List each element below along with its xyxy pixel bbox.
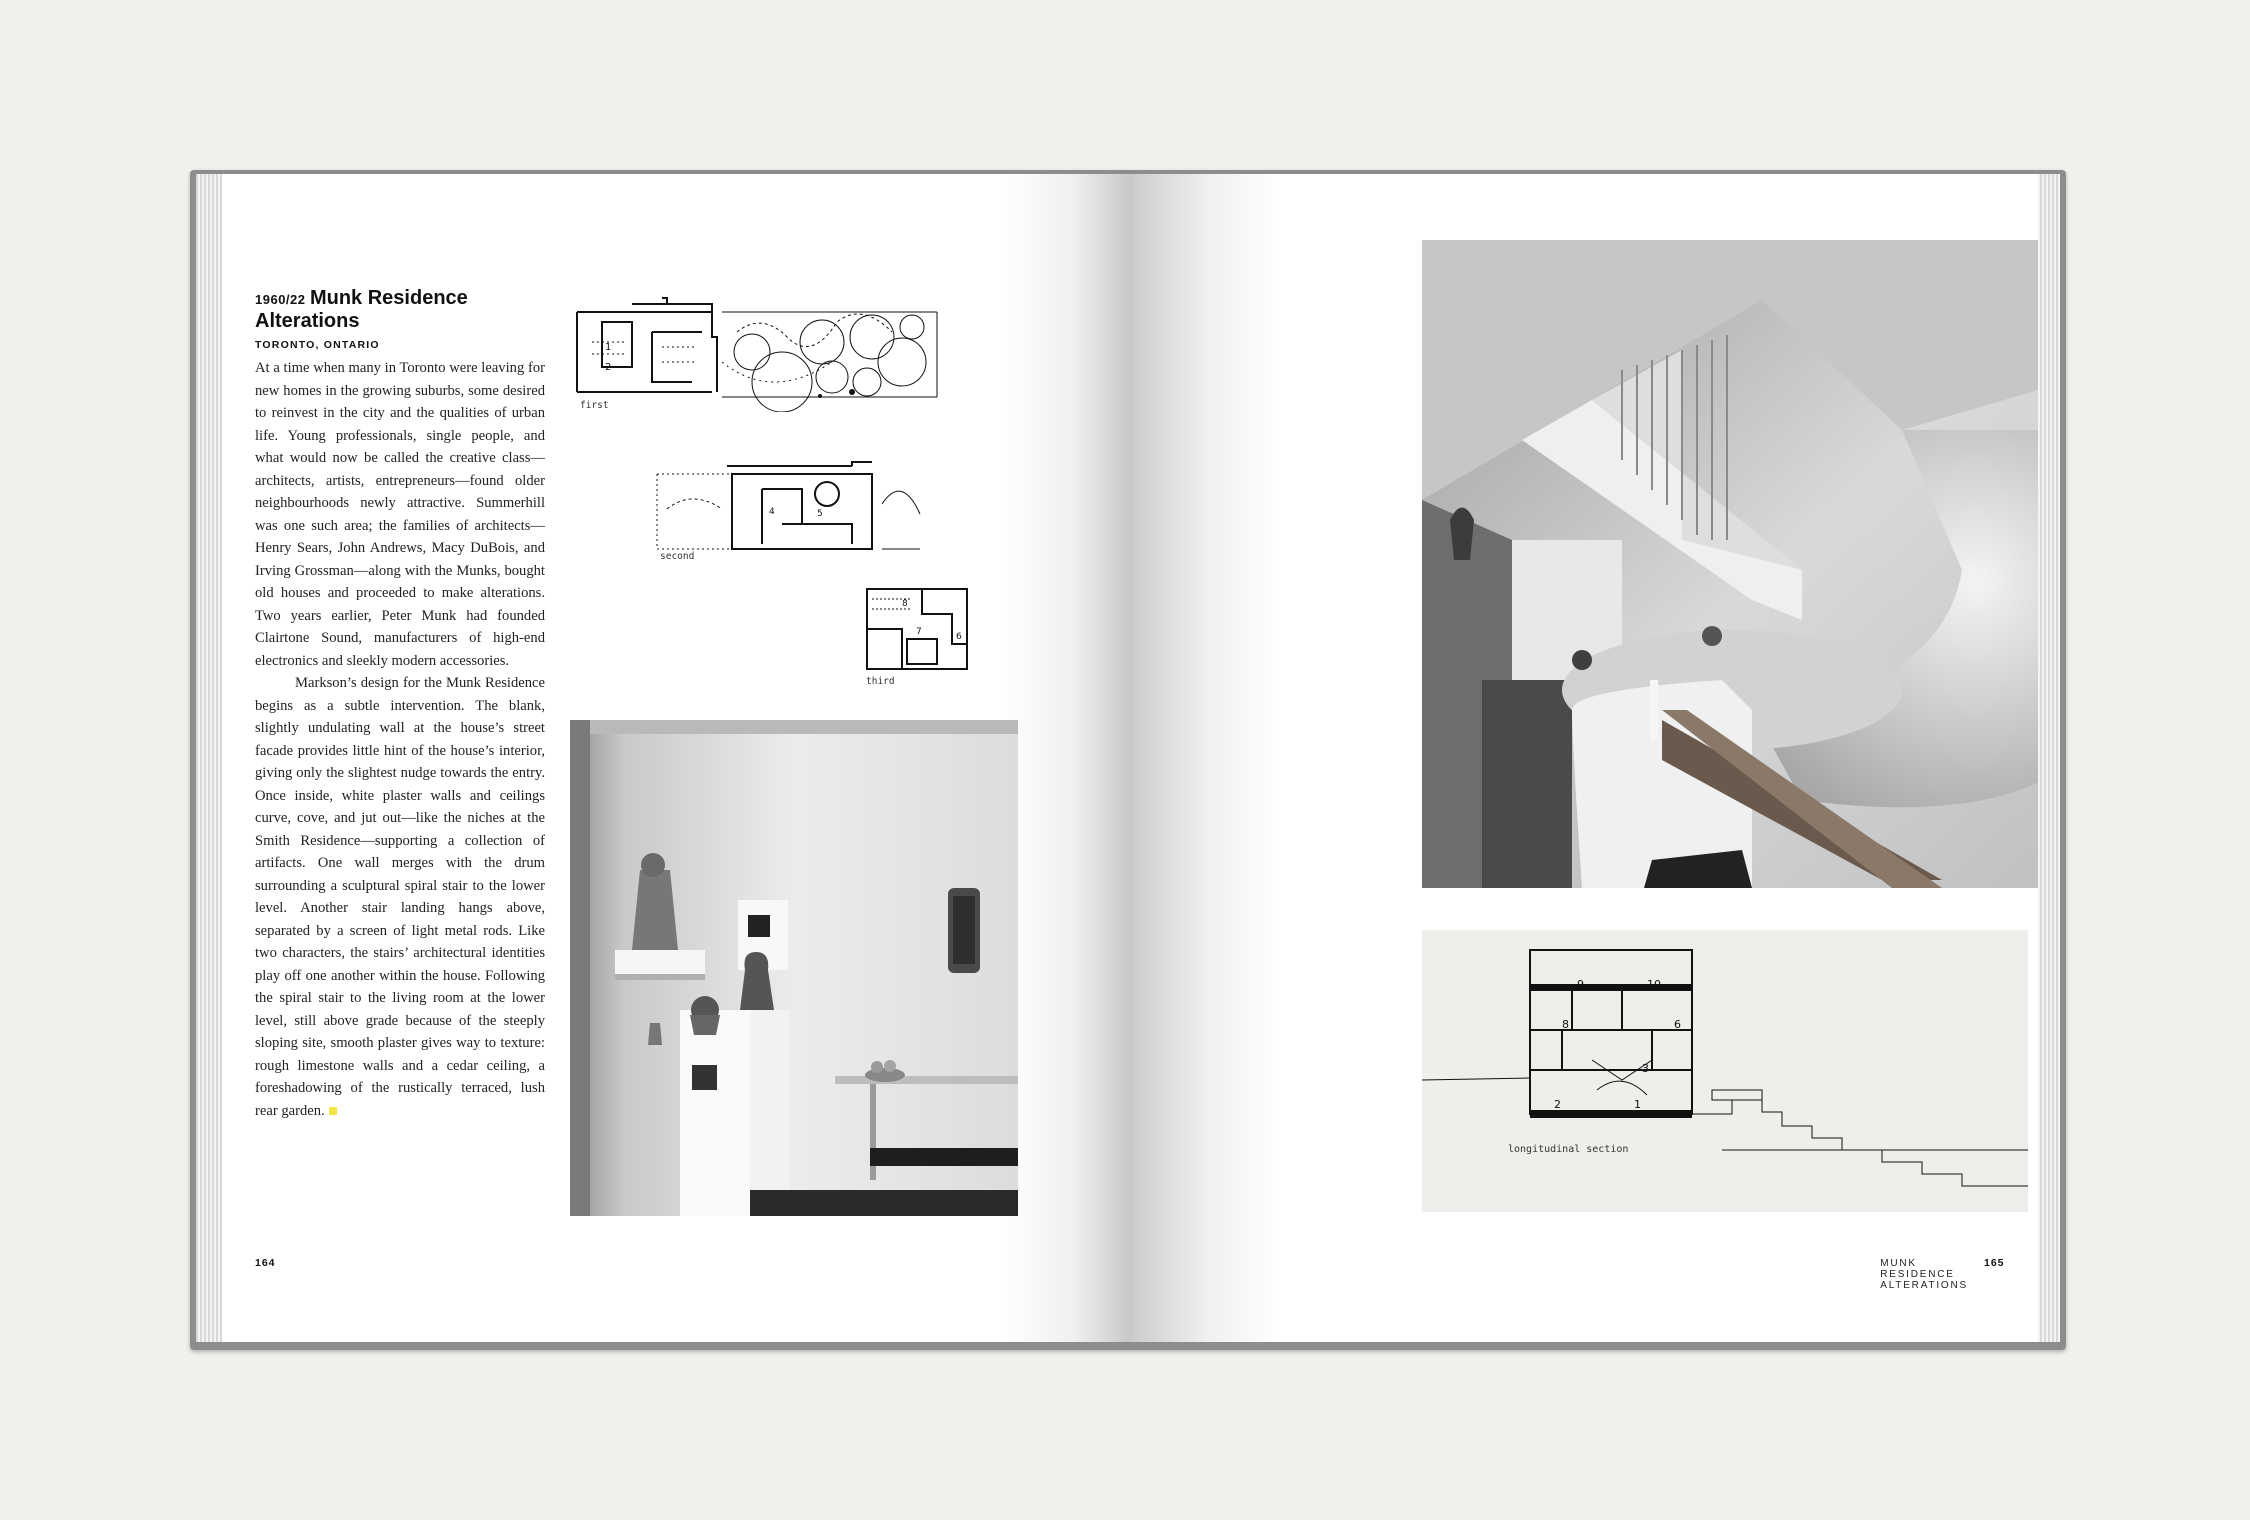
section-label: longitudinal section [1508,1144,1629,1155]
plan-number-2: 2 [605,362,612,373]
plan-number-6: 6 [956,632,962,642]
second-floor-plan [652,454,922,566]
section-number-3: 3 [1642,1062,1649,1075]
open-book [190,170,2066,1350]
third-floor-label: third [866,676,895,687]
section-number-10: 10 [1647,978,1661,991]
right-folio: 165 [1984,1257,2005,1269]
first-floor-label: first [580,400,609,411]
year-label: 1960/22 [255,292,306,307]
plan-number-4: 4 [769,507,775,517]
project-title: Munk Residence Alterations [255,287,468,332]
plan-number-1: 1 [605,342,612,353]
paragraph-2: Markson’s design for the Munk Residence begins as a subtle intervention. The blank, slightly undulating wall at the house’s street facade provides little hint of the house’s interior, giving only the slightest nudge towards the entry. Once inside, white plaster walls and ceilings curve, cove, and jut out—like the niches at the Smith Residence—supporting a collection of artifacts. One wall merges with the drum surrounding a sculptural spiral stair to the lower level. Another stair landing hangs above, separated by a screen of light metal rods. Like two characters, the stairs’ architectural identities play off one another within the house. Following the spiral stair to the living room at the lower level, still above grade because of the steeply sloping site, smooth plaster gives way to texture: rough limestone walls and a cedar ceiling, a foreshadowing of the rustically terraced, lush rear garden. [255,675,545,1119]
left-page [222,174,1132,1342]
interior-niche-photo-image [570,720,1018,1216]
paragraph-1: At a time when many in Toronto were leaving for new homes in the growing suburbs, some desired to reinvest in the city and the qualities of urban life. Young professionals, single people, and what would now be called the creative class—architects, artists, entrepreneurs—found older neighbourhoods newly attractive. Summerhill was one such area; the families of architects—Henry Sears, John Andrews, Macy DuBois, and Irving Grossman—along with the Munks, bought old houses and proceeded to make alterations. Two years earlier, Peter Munk had founded Clairtone Sound, manufacturers of high-end electronics and sleekly modern accessories. [255,360,545,669]
section-number-8: 8 [1562,1018,1569,1031]
page-edges-right [2038,174,2060,1342]
first-floor-plan-drawing [572,292,942,412]
project-location: TORONTO, ONTARIO [255,339,380,351]
plan-number-8: 8 [902,599,908,609]
plan-number-5: 5 [817,509,823,519]
second-floor-plan-drawing [652,454,922,554]
gutter-shadow-left [1002,174,1132,1342]
left-folio: 164 [255,1257,276,1269]
body-text [255,357,545,1122]
third-floor-plan [862,584,972,692]
project-heading [255,287,555,333]
plan-number-7: 7 [916,627,922,637]
end-mark-icon [329,1107,337,1115]
second-floor-label: second [660,551,695,562]
spiral-stair-photo-image [1422,240,2038,888]
longitudinal-section-drawing [1422,930,2028,1212]
section-number-1: 1 [1634,1098,1641,1111]
running-head: MUNK RESIDENCE ALTERATIONS [1880,1258,1968,1291]
section-number-6: 6 [1674,1018,1681,1031]
spiral-stair-photo [1422,240,2038,888]
longitudinal-section-svg [1422,930,2028,1212]
section-number-9: 9 [1577,978,1584,991]
third-floor-plan-drawing [862,584,972,674]
right-page [1132,174,2038,1342]
first-floor-plan [572,292,942,412]
page-edges-left [196,174,222,1342]
interior-niche-photo [570,720,1018,1216]
gutter-shadow-right [1132,174,1282,1342]
section-number-2: 2 [1554,1098,1561,1111]
